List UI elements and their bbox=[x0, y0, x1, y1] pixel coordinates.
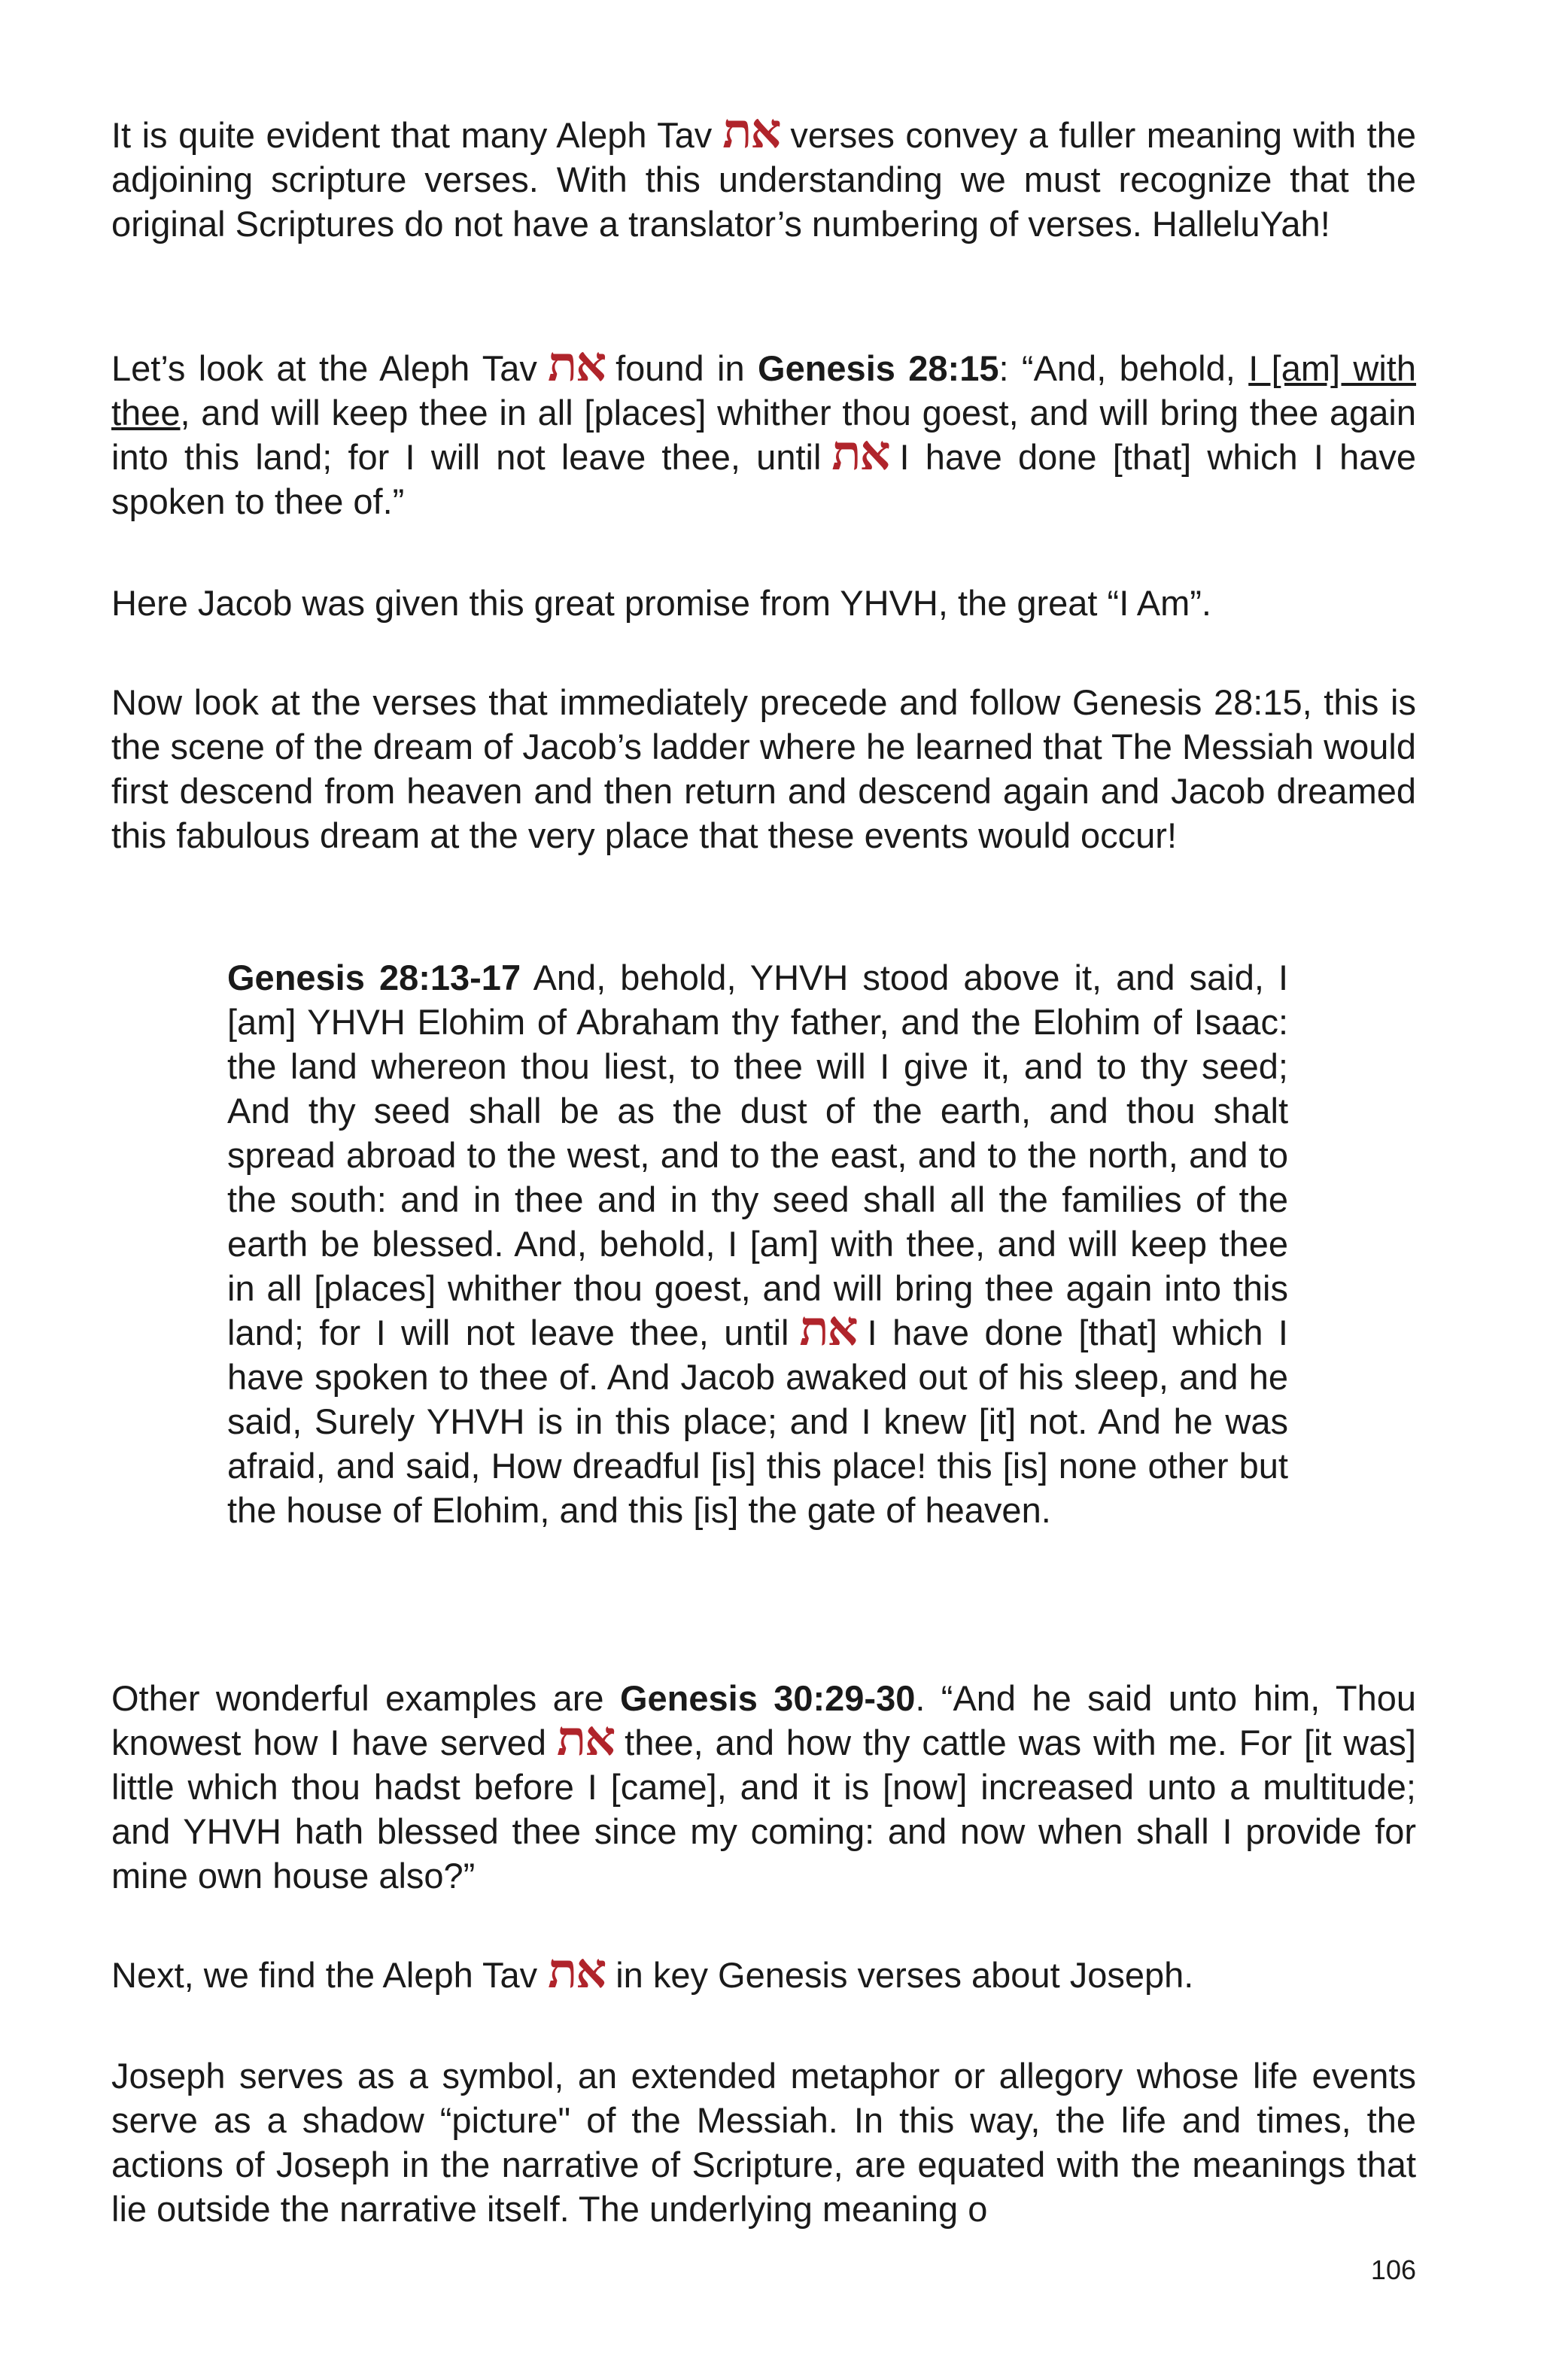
text: , and will keep thee in all [places] whither thou goest, and will bring thee again into this land; for I will not leave thee, until bbox=[111, 393, 1416, 477]
aleph-tav-icon: את bbox=[557, 1711, 615, 1767]
text: . “And he said unto him, Thou knowest how I have served bbox=[111, 1678, 1417, 1762]
text: It is quite evident that many Aleph Tav bbox=[111, 115, 713, 155]
paragraph-jacobs-ladder: Now look at the verses that immediately precede and follow Genesis 28:15, this is the scene of the dream of Jacob’s ladder where he learned that The Messiah would first descend from heaven and then return and descend again and Jacob dreamed this fabulous dream at the very place that these events would occur! bbox=[111, 682, 1416, 855]
aleph-tav-icon: את bbox=[722, 103, 780, 159]
paragraph-great-promise: Here Jacob was given this great promise from YHVH, the great “I Am”. bbox=[111, 583, 1211, 623]
aleph-tav-icon: את bbox=[548, 1943, 606, 1999]
text: Next, we find the Aleph Tav bbox=[111, 1955, 538, 1995]
aleph-tav-icon: את bbox=[547, 336, 606, 393]
text: thee, and how thy cattle was with me. For [it was] little which thou hadst before I [came], and it is [now] increased unto a multitude; and YHVH hath blessed thee since my coming: and now when shall I provide for mine own house also?” bbox=[111, 1723, 1416, 1896]
text: found in bbox=[615, 348, 745, 388]
text: in key Genesis verses about Joseph. bbox=[615, 1955, 1194, 1995]
scripture-reference: Genesis 28:15 bbox=[758, 348, 999, 388]
paragraph-genesis-28-15 bbox=[111, 336, 1417, 524]
underlined-phrase: I [am] with thee bbox=[111, 348, 1416, 433]
paragraph-joseph-intro bbox=[111, 1943, 1416, 1999]
text: I have done [that] which I have spoken to thee of. And Jacob awaked out of his sleep, and he said, Surely YHVH is in this place; and I knew [it] not. And he was afraid, and said, How dreadful [is] this place! this [is] none other but the house of Elohim, and this [is] the gate of heaven. bbox=[227, 1313, 1288, 1530]
scripture-block-quote bbox=[227, 955, 1288, 1532]
text: Let’s look at the Aleph Tav bbox=[111, 348, 537, 388]
text: verses convey a fuller meaning with the adjoining scripture verses. With this understanding we must recognize that the original Scriptures do not have a translator’s numbering of verses. HalleluYah! bbox=[111, 115, 1416, 244]
text: : “And, behold, bbox=[998, 348, 1236, 388]
scripture-reference: Genesis 28:13-17 bbox=[227, 958, 521, 997]
aleph-tav-icon: את bbox=[799, 1301, 857, 1357]
aleph-tav-icon: את bbox=[831, 425, 889, 481]
scripture-reference: Genesis 30:29-30 bbox=[619, 1678, 916, 1718]
text: I have done [that] which I have spoken to thee of.” bbox=[111, 437, 1417, 521]
paragraph-genesis-30 bbox=[111, 1676, 1416, 1898]
text: And, behold, YHVH stood above it, and said, I [am] YHVH Elohim of Abraham thy father, and the Elohim of Isaac: the land whereon thou liest, to thee will I give it, and to thy seed; And thy seed shall be as the dust of the earth, and thou shalt spread abroad to the west, and to the east, and to the north, and to the south: and in thee and in thy seed shall all the families of the earth be blessed. And, behold, I [am] with thee, and will keep thee in all [places] whither thou goest, and will bring thee again into this land; for I will not leave thee, until bbox=[227, 958, 1289, 1352]
page-number: 106 bbox=[1370, 2254, 1416, 2285]
text: Other wonderful examples are bbox=[111, 1678, 604, 1718]
paragraph-aleph-tav-fuller-meaning bbox=[111, 103, 1416, 246]
paragraph-joseph-symbol: Joseph serves as a symbol, an extended metaphor or allegory whose life events serve as a shadow “picture" of the Messiah. In this way, the life and times, the actions of Joseph in the narrative of Scripture, are equated with the meanings that lie outside the narrative itself. The underlying meaning o bbox=[111, 2056, 1416, 2229]
